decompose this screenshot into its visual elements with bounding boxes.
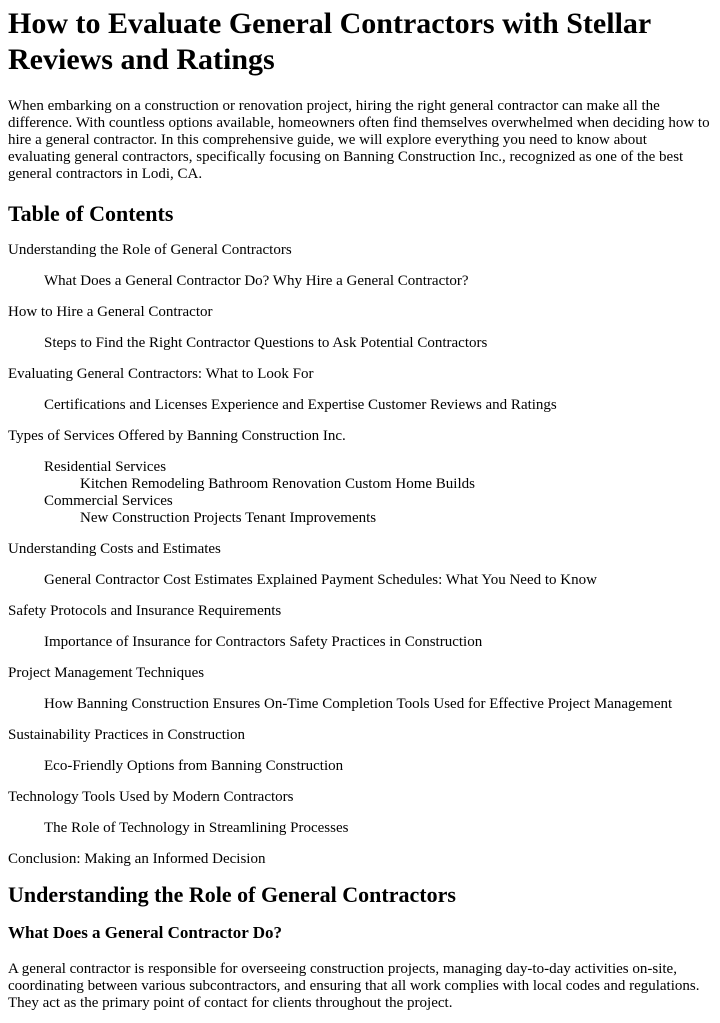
intro-paragraph: When embarking on a construction or renovation project, hiring the right general contractor can make all the difference. With countless options available, homeowners often find themselves overwhelmed when deciding how to hire a general contractor. In this comprehensive guide, we will explore everything you need to know about evaluating general contractors, specifically focusing on Banning Construction Inc., recognized as one of the best general contractors in Lodi, CA. — [8, 98, 710, 182]
toc-group-residential[interactable]: Residential Services — [44, 459, 167, 475]
article — [0, 6, 720, 1012]
toc-item-evaluating[interactable]: Evaluating General Contractors: What to Look For — [8, 366, 314, 382]
toc-subitems-project-management[interactable]: How Banning Construction Ensures On-Time Completion Tools Used for Effective Project Management — [44, 696, 673, 712]
toc-subitems-role[interactable]: What Does a General Contractor Do? Why Hire a General Contractor? — [44, 273, 469, 289]
toc-item-technology[interactable]: Technology Tools Used by Modern Contractors — [8, 789, 294, 805]
toc-item-hire[interactable]: How to Hire a General Contractor — [8, 304, 213, 320]
article-title: How to Evaluate General Contractors with Stellar Reviews and Ratings — [8, 7, 651, 76]
toc-subitems-costs[interactable]: General Contractor Cost Estimates Explained Payment Schedules: What You Need to Know — [44, 572, 597, 588]
toc-item-safety[interactable]: Safety Protocols and Insurance Requirements — [8, 603, 282, 619]
toc-heading: Table of Contents — [8, 201, 174, 226]
section-heading-role: Understanding the Role of General Contractors — [8, 882, 456, 907]
toc-subitems-sustainability[interactable]: Eco-Friendly Options from Banning Construction — [44, 758, 344, 774]
toc-item-role[interactable]: Understanding the Role of General Contractors — [8, 242, 292, 258]
subsection-heading-what-does: What Does a General Contractor Do? — [8, 923, 283, 942]
toc-subitems-technology[interactable]: The Role of Technology in Streamlining Processes — [44, 820, 349, 836]
toc-subitems-hire[interactable]: Steps to Find the Right Contractor Questions to Ask Potential Contractors — [44, 335, 488, 351]
toc-item-services[interactable]: Types of Services Offered by Banning Construction Inc. — [8, 428, 346, 444]
toc-item-project-management[interactable]: Project Management Techniques — [8, 665, 205, 681]
toc-subitems-evaluating[interactable]: Certifications and Licenses Experience and Expertise Customer Reviews and Ratings — [44, 397, 557, 413]
toc-group-commercial[interactable]: Commercial Services — [44, 493, 173, 509]
table-of-contents — [8, 242, 712, 868]
toc-item-conclusion[interactable]: Conclusion: Making an Informed Decision — [8, 851, 266, 867]
toc-subitems-commercial[interactable]: New Construction Projects Tenant Improvements — [80, 510, 377, 526]
toc-subitems-safety[interactable]: Importance of Insurance for Contractors Safety Practices in Construction — [44, 634, 483, 650]
toc-item-costs[interactable]: Understanding Costs and Estimates — [8, 541, 221, 557]
toc-subitems-residential[interactable]: Kitchen Remodeling Bathroom Renovation Custom Home Builds — [80, 476, 475, 492]
toc-item-sustainability[interactable]: Sustainability Practices in Construction — [8, 727, 246, 743]
section-paragraph: A general contractor is responsible for overseeing construction projects, managing day-to-day activities on-site, coordinating between various subcontractors, and ensuring that all work complies with local codes and regulations. They act as the primary point of contact for clients throughout the project. — [8, 961, 700, 1011]
